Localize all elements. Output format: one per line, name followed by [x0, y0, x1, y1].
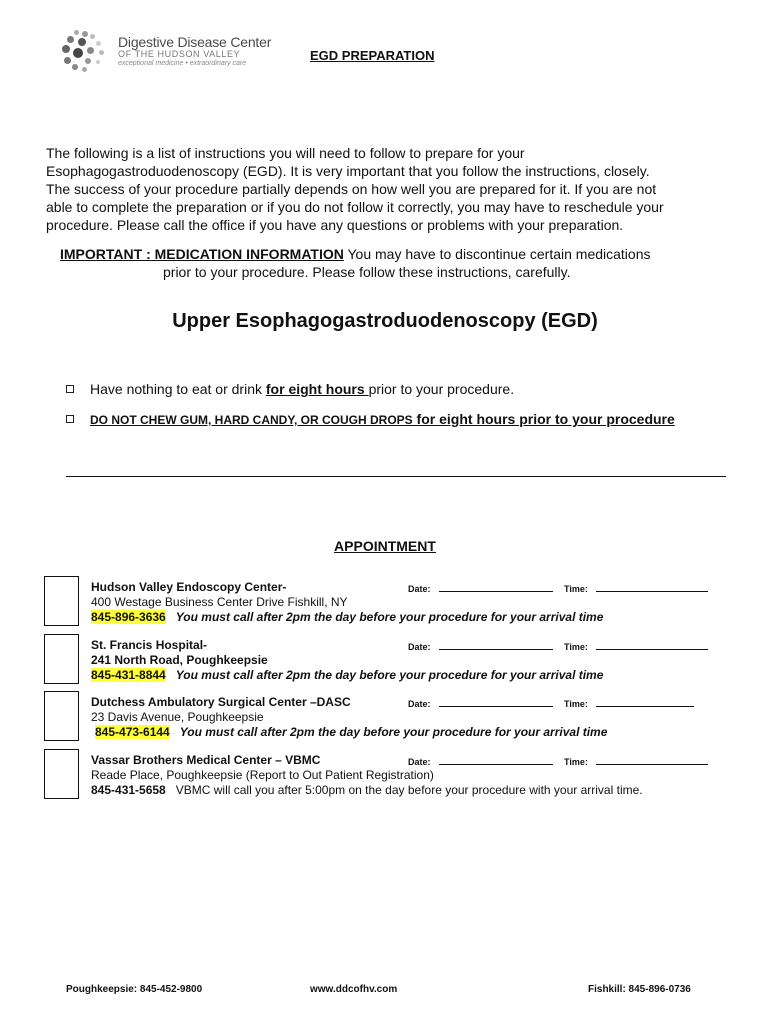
medication-notice	[60, 245, 720, 281]
medication-text-continued: prior to your procedure. Please follow these instructions, carefully.	[163, 264, 571, 280]
location-address: 23 Davis Avenue, Poughkeepsie	[91, 710, 264, 724]
date-field[interactable]	[439, 697, 553, 707]
date-field[interactable]	[439, 755, 553, 765]
location-note: You must call after 2pm the day before your procedure for your arrival time	[175, 668, 604, 682]
location-note: You must call after 2pm the day before your procedure for your arrival time	[179, 725, 608, 739]
location-name: Hudson Valley Endoscopy Center-	[91, 580, 287, 594]
time-field[interactable]	[596, 640, 708, 650]
location-checkbox[interactable]	[44, 634, 79, 684]
checkbox-bullet-icon	[66, 385, 74, 393]
location-phone: 845-896-3636	[91, 610, 166, 624]
time-field[interactable]	[596, 697, 694, 707]
intro-line: able to complete the preparation or if you do not follow it correctly, you may have to reschedule your	[46, 199, 664, 215]
location-phone: 845-431-8844	[91, 668, 166, 682]
location-address: Reade Place, Poughkeepsie (Report to Out Patient Registration)	[91, 768, 434, 782]
location-option	[44, 691, 724, 749]
location-note: You must call after 2pm the day before your procedure for your arrival time	[175, 610, 604, 624]
bullet-warning-rest: for eight hours prior to your procedure	[412, 411, 675, 427]
date-field[interactable]	[439, 582, 553, 592]
bullet-text: Have nothing to eat or drink	[90, 381, 266, 397]
date-label: Date:	[408, 699, 431, 709]
location-phone: 845-431-5658	[91, 783, 166, 797]
bullet-warning: DO NOT CHEW GUM, HARD CANDY, OR COUGH DROPS	[90, 413, 413, 427]
logo-subtitle: OF THE HUDSON VALLEY	[118, 49, 241, 59]
checkbox-bullet-icon	[66, 415, 74, 423]
intro-line: procedure. Please call the office if you have any questions or problems with your preparation.	[46, 217, 624, 233]
location-phone: 845-473-6144	[95, 725, 170, 739]
intro-line: The following is a list of instructions you will need to follow to prepare for your	[46, 145, 525, 161]
location-name: Vassar Brothers Medical Center – VBMC	[91, 753, 321, 767]
section-heading: Upper Esophagogastroduodenoscopy (EGD)	[172, 310, 598, 332]
footer-poughkeepsie-phone: Poughkeepsie: 845-452-9800	[66, 984, 203, 995]
time-field[interactable]	[596, 582, 708, 592]
location-checkbox[interactable]	[44, 691, 79, 741]
logo-tagline: exceptional medicine • extraordinary care	[118, 60, 247, 67]
location-address: 400 Westage Business Center Drive Fishkill, NY	[91, 595, 348, 609]
location-option	[44, 576, 724, 634]
divider	[66, 476, 726, 477]
location-name: Dutchess Ambulatory Surgical Center –DASC	[91, 695, 351, 709]
page-title: EGD PREPARATION	[310, 48, 435, 63]
time-label: Time:	[564, 699, 588, 709]
time-label: Time:	[564, 584, 588, 594]
appointment-heading: APPOINTMENT	[334, 538, 436, 554]
intro-paragraph	[46, 144, 726, 234]
logo-dots-icon	[60, 30, 106, 74]
footer-fishkill-phone: Fishkill: 845-896-0736	[588, 984, 691, 995]
time-label: Time:	[564, 642, 588, 652]
date-label: Date:	[408, 757, 431, 767]
medication-text: You may have to discontinue certain medications	[343, 246, 651, 262]
date-label: Date:	[408, 584, 431, 594]
location-option	[44, 634, 724, 692]
location-address: 241 North Road, Poughkeepsie	[91, 653, 268, 667]
medication-heading: IMPORTANT : MEDICATION INFORMATION	[60, 246, 344, 262]
location-checkbox[interactable]	[44, 576, 79, 626]
time-label: Time:	[564, 757, 588, 767]
intro-line: The success of your procedure partially depends on how well you are prepared for it. If you are not	[46, 181, 657, 197]
logo	[60, 28, 272, 78]
location-checkbox[interactable]	[44, 749, 79, 799]
location-note: VBMC will call you after 5:00pm on the day before your procedure with your arrival time.	[175, 783, 643, 797]
logo-name: Digestive Disease Center	[118, 34, 272, 50]
date-label: Date:	[408, 642, 431, 652]
time-field[interactable]	[596, 755, 708, 765]
location-name: St. Francis Hospital-	[91, 638, 208, 652]
intro-line: Esophagogastroduodenoscopy (EGD). It is very important that you follow the instructions, closely.	[46, 163, 650, 179]
location-option	[44, 749, 724, 807]
bullet-text: prior to your procedure.	[368, 381, 515, 397]
date-field[interactable]	[439, 640, 553, 650]
bullet-emphasis: for eight hours	[265, 381, 369, 397]
footer-website-link[interactable]: www.ddcofhv.com	[310, 984, 398, 995]
